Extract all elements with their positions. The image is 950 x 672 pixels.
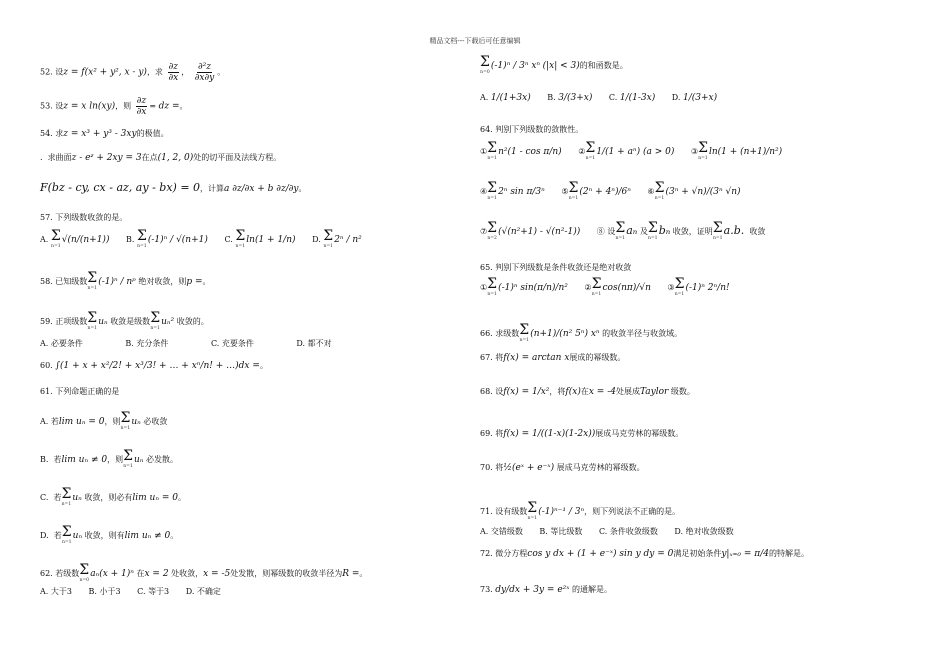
option-57-b: B. Σ n=1 (-1)ⁿ / √(n+1)	[126, 228, 208, 249]
question-57-options	[40, 230, 376, 250]
option-62-a: A. 大于3	[40, 587, 72, 596]
question-62-options	[40, 586, 235, 598]
question-67: 67. 将f(x) = arctan x展成的幂级数。	[480, 353, 626, 363]
question-66: 66. 求级数 Σ n=1 (n+1)/(n² 5ⁿ) xⁿ 的收敛半径与收敛域。	[480, 322, 683, 343]
question-59-options	[40, 338, 346, 350]
option-62-d: D. 不确定	[185, 587, 221, 596]
option-62-b: B. 小于3	[88, 587, 121, 596]
option-62-c: C. 等于3	[137, 587, 170, 596]
left-column	[40, 48, 460, 668]
question-73: 73. dy/dx + 3y = e²ˣ 的通解是。	[480, 585, 613, 595]
question-65: 65. 判别下列级数是条件收敛还是绝对收敛	[480, 263, 632, 272]
question-58: 58. 已知级数 Σ n=1 (-1)ⁿ / nᵖ 绝对收敛，则p =。	[40, 270, 211, 291]
right-column	[480, 48, 900, 668]
question-57: 57. 下列级数收敛的是。	[40, 213, 128, 222]
option-61-d: D. 若 Σ n=1 uₙ 收敛，则有lim uₙ ≠ 0。	[40, 524, 179, 545]
question-72: 72. 微分方程cos y dx + (1 + e⁻ˣ) sin y dy = 0满足初始条件y|ₓ₌₀ = π/4的特解是。	[480, 549, 809, 559]
question-70: 70. 将½(eˣ + e⁻ˣ) 展成马克劳林的幂级数。	[480, 463, 645, 473]
option-61-b: B. 若lim uₙ ≠ 0，则 Σ n=1 uₙ 必发散。	[40, 448, 179, 469]
option-59-a: A. 必要条件	[40, 339, 83, 348]
option-63-c: C. 1/(1-3x)	[608, 93, 656, 103]
question-63: Σ n=0 (-1)ⁿ / 3ⁿ xⁿ (|x| < 3)的和函数是。	[480, 54, 628, 75]
question-64-row-1: ① Σ n=1 n²(1 - cos π/n) ② Σ n=1 1/(1 + aⁿ) (a > 0) ③ Σ n=1 ln(1 + (n+1)/n²)	[480, 140, 783, 161]
question-59: 59. 正项级数 Σ n=1 uₙ 收敛是级数 Σ n=1 uₙ² 收敛的。	[40, 310, 209, 331]
question-52: 52. 设z = f(x² + y², x - y)，求 $\frac{\partial z}{\partial x}$ ， $\frac{\text{∂²z}}{\partial x\partial y}$ 。	[40, 62, 226, 83]
page-header: 精品文档---下载后可任意编辑	[429, 37, 521, 45]
option-63-a: A. 1/(1+3x)	[480, 93, 531, 103]
question-63-options	[480, 92, 731, 104]
option-63-b: B. 3/(3+x)	[547, 93, 593, 103]
question-61: 61. 下列命题正确的是	[40, 387, 120, 396]
question-68: 68. 设f(x) = 1/x²，将f(x)在x = -4处展成Taylor 级数。	[480, 387, 695, 397]
option-59-d: D. 都不对	[296, 339, 332, 348]
question-56: F(bz - cy, cx - az, ay - bx) = 0，计算a ∂z/∂x + b ∂z/∂y。	[40, 181, 307, 194]
question-69: 69. 将f(x) = 1/((1-x)(1-2x))展成马克劳林的幂级数。	[480, 429, 684, 439]
question-65-options: ① Σ n=1 (-1)ⁿ sin(π/n)/n² ② Σ n=1 cos(nπ)/√n ③ Σ n=1 (-1)ⁿ 2ⁿ/n!	[480, 276, 730, 297]
question-62: 62. 若级数 Σ n=0 aₙ(x + 1)ⁿ 在x = 2 处收敛，x = -5处发散，则幂级数的收敛半径为R =。	[40, 562, 368, 583]
option-61-a: A. 若lim uₙ = 0，则 Σ n=1 uₙ 必收敛	[40, 410, 168, 431]
question-71: 71. 设有级数 Σ n=1 (-1)ⁿ⁻¹ / 3ⁿ，则下列说法不正确的是。	[480, 500, 681, 521]
question-53: 53. 设z = x ln(xy)，则 $\frac{\partial z}{\partial x}$ = dz =。	[40, 96, 188, 117]
option-57-d: D. Σ n=1 2ⁿ / n²	[312, 228, 362, 249]
option-63-d: D. 1/(3+x)	[671, 93, 718, 103]
question-64: 64. 判别下列级数的敛散性。	[480, 125, 584, 134]
option-61-c: C. 若 Σ n=1 uₙ 收敛，则必有lim uₙ = 0。	[40, 486, 186, 507]
question-54: 54. 求z = x³ + y³ - 3xy的极值。	[40, 129, 169, 139]
question-71-options: A. 交错级数 B. 等比级数 C. 条件收敛级数 D. 绝对收敛级数	[480, 527, 734, 536]
question-64-row-2: ④ Σ n=1 2ⁿ sin π/3ⁿ ⑤ Σ n=1 (2ⁿ + 4ⁿ)/6ⁿ ⑥ Σ n=1 (3ⁿ + √n)/(3ⁿ √n)	[480, 180, 741, 201]
question-64-row-3: ⑦ Σ n=2 (√(n²+1) - √(n²-1)) ⑧ 设 Σ n=1 aₙ 及 Σ n=1 bₙ 收敛，证明 Σ n=1 a.b. 收敛	[480, 220, 766, 241]
question-60: 60. ∫(1 + x + x²/2! + x³/3! + … + xⁿ/n! + …)dx =。	[40, 361, 268, 371]
option-59-c: C. 充要条件	[210, 339, 254, 348]
option-57-a: A. Σ n=1 √(n/(n+1))	[40, 228, 110, 249]
question-55: . 求曲面z - eᶻ + 2xy = 3在点(1, 2, 0)处的切平面及法线方程。	[40, 153, 282, 163]
option-57-c: C. Σ n=1 ln(1 + 1/n)	[224, 228, 296, 249]
option-59-b: B. 充分条件	[125, 339, 169, 348]
